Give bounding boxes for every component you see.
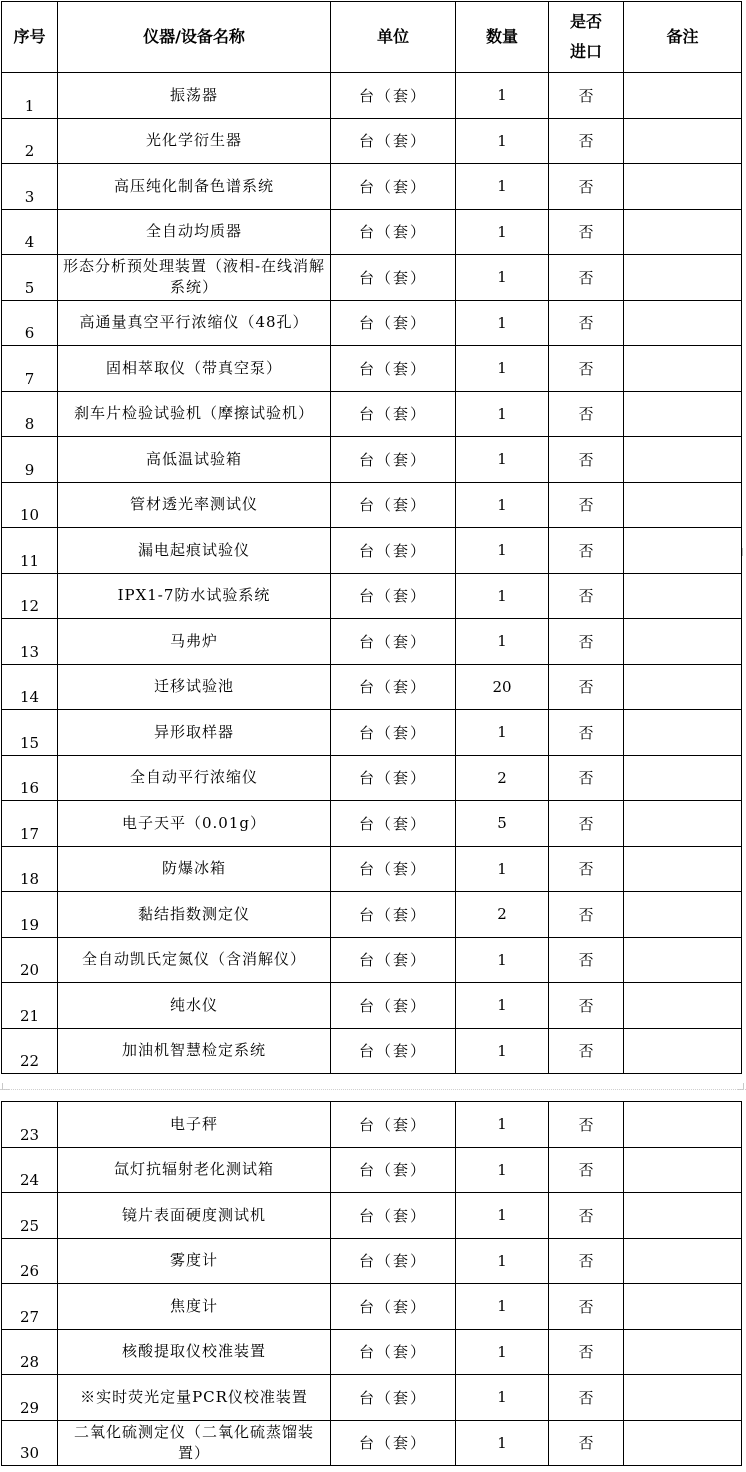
row-remark (624, 1284, 742, 1330)
row-imported: 否 (549, 1420, 624, 1466)
row-equipment-name: 形态分析预处理装置（液相-在线消解系统） (58, 255, 331, 301)
row-quantity: 1 (456, 300, 549, 346)
row-quantity: 1 (456, 619, 549, 665)
row-equipment-name: 镜片表面硬度测试机 (58, 1193, 331, 1239)
row-equipment-name: 全自动凯氏定氮仪（含消解仪） (58, 937, 331, 983)
row-remark (624, 801, 742, 847)
row-unit: 台（套） (331, 255, 456, 301)
table-row (2, 300, 742, 346)
row-unit: 台（套） (331, 846, 456, 892)
table-row (2, 255, 742, 301)
row-number: 4 (2, 209, 58, 255)
row-remark (624, 573, 742, 619)
table-row (2, 1102, 742, 1148)
row-unit: 台（套） (331, 1102, 456, 1148)
row-imported: 否 (549, 1102, 624, 1148)
row-quantity: 1 (456, 710, 549, 756)
row-number: 19 (2, 892, 58, 938)
row-number: 8 (2, 391, 58, 437)
row-remark (624, 1028, 742, 1074)
table-row (2, 73, 742, 119)
row-equipment-name: 氙灯抗辐射老化测试箱 (58, 1147, 331, 1193)
table-row (2, 482, 742, 528)
row-equipment-name: 高压纯化制备色谱系统 (58, 164, 331, 210)
row-unit: 台（套） (331, 209, 456, 255)
row-quantity: 2 (456, 755, 549, 801)
row-equipment-name: ※实时荧光定量PCR仪校准装置 (58, 1375, 331, 1421)
row-imported: 否 (549, 391, 624, 437)
row-equipment-name: 黏结指数测定仪 (58, 892, 331, 938)
row-remark (624, 892, 742, 938)
row-remark (624, 1420, 742, 1466)
row-imported: 否 (549, 1028, 624, 1074)
table-row (2, 346, 742, 392)
row-quantity: 1 (456, 209, 549, 255)
row-imported: 否 (549, 73, 624, 119)
row-imported: 否 (549, 846, 624, 892)
row-number: 25 (2, 1193, 58, 1239)
row-number: 11 (2, 528, 58, 574)
row-imported: 否 (549, 619, 624, 665)
row-number: 16 (2, 755, 58, 801)
row-equipment-name: 全自动平行浓缩仪 (58, 755, 331, 801)
row-imported: 否 (549, 710, 624, 756)
row-quantity: 1 (456, 528, 549, 574)
row-equipment-name: 防爆冰箱 (58, 846, 331, 892)
row-imported: 否 (549, 118, 624, 164)
row-equipment-name: 电子秤 (58, 1102, 331, 1148)
row-unit: 台（套） (331, 801, 456, 847)
table-row (2, 1420, 742, 1466)
row-unit: 台（套） (331, 1284, 456, 1330)
row-equipment-name: 高通量真空平行浓缩仪（48孔） (58, 300, 331, 346)
row-quantity: 1 (456, 164, 549, 210)
row-imported: 否 (549, 1193, 624, 1239)
header-imported (549, 2, 624, 73)
row-quantity: 1 (456, 1238, 549, 1284)
row-remark (624, 619, 742, 665)
row-quantity: 1 (456, 1375, 549, 1421)
row-number: 10 (2, 482, 58, 528)
row-unit: 台（套） (331, 528, 456, 574)
row-remark (624, 755, 742, 801)
row-quantity: 5 (456, 801, 549, 847)
row-quantity: 2 (456, 892, 549, 938)
row-unit: 台（套） (331, 937, 456, 983)
row-imported: 否 (549, 1284, 624, 1330)
row-equipment-name: 高低温试验箱 (58, 437, 331, 483)
row-number: 2 (2, 118, 58, 164)
row-number: 29 (2, 1375, 58, 1421)
row-unit: 台（套） (331, 1375, 456, 1421)
row-equipment-name: 漏电起痕试验仪 (58, 528, 331, 574)
row-equipment-name: IPX1-7防水试验系统 (58, 573, 331, 619)
table-row (2, 1193, 742, 1239)
row-unit: 台（套） (331, 710, 456, 756)
table-row (2, 801, 742, 847)
row-quantity: 1 (456, 482, 549, 528)
row-number: 26 (2, 1238, 58, 1284)
row-number: 15 (2, 710, 58, 756)
row-quantity: 1 (456, 937, 549, 983)
row-equipment-name: 核酸提取仪校准装置 (58, 1329, 331, 1375)
row-equipment-name: 雾度计 (58, 1238, 331, 1284)
header-remark: 备注 (624, 2, 742, 73)
table-row (2, 846, 742, 892)
row-quantity: 1 (456, 1028, 549, 1074)
row-imported: 否 (549, 1329, 624, 1375)
edge-resize-handle (742, 548, 746, 556)
row-equipment-name: 刹车片检验试验机（摩擦试验机） (58, 391, 331, 437)
row-unit: 台（套） (331, 118, 456, 164)
row-unit: 台（套） (331, 1238, 456, 1284)
row-remark (624, 209, 742, 255)
row-unit: 台（套） (331, 346, 456, 392)
row-imported: 否 (549, 255, 624, 301)
row-quantity: 1 (456, 1147, 549, 1193)
row-number: 3 (2, 164, 58, 210)
table-row (2, 1375, 742, 1421)
row-remark (624, 1329, 742, 1375)
row-number: 20 (2, 937, 58, 983)
row-unit: 台（套） (331, 983, 456, 1029)
row-imported: 否 (549, 1147, 624, 1193)
row-remark (624, 1375, 742, 1421)
header-qty: 数量 (456, 2, 549, 73)
row-remark (624, 482, 742, 528)
row-imported: 否 (549, 164, 624, 210)
row-equipment-name: 固相萃取仪（带真空泵） (58, 346, 331, 392)
row-remark (624, 164, 742, 210)
row-quantity: 1 (456, 346, 549, 392)
row-quantity: 1 (456, 983, 549, 1029)
row-number: 27 (2, 1284, 58, 1330)
row-remark (624, 73, 742, 119)
row-quantity: 1 (456, 846, 549, 892)
row-imported: 否 (549, 1238, 624, 1284)
row-imported: 否 (549, 1375, 624, 1421)
row-equipment-name: 电子天平（0.01g） (58, 801, 331, 847)
header-name: 仪器/设备名称 (58, 2, 331, 73)
equipment-table (1, 1, 742, 1074)
page-break-line (0, 1089, 746, 1090)
row-unit: 台（套） (331, 391, 456, 437)
table-row (2, 1329, 742, 1375)
row-imported: 否 (549, 482, 624, 528)
row-quantity: 1 (456, 573, 549, 619)
row-quantity: 1 (456, 255, 549, 301)
row-imported: 否 (549, 983, 624, 1029)
row-number: 28 (2, 1329, 58, 1375)
row-number: 1 (2, 73, 58, 119)
table-row (2, 1147, 742, 1193)
row-remark (624, 1102, 742, 1148)
row-quantity: 1 (456, 1102, 549, 1148)
row-equipment-name: 焦度计 (58, 1284, 331, 1330)
row-unit: 台（套） (331, 482, 456, 528)
table-row (2, 710, 742, 756)
row-unit: 台（套） (331, 1420, 456, 1466)
table-row (2, 1284, 742, 1330)
row-remark (624, 118, 742, 164)
row-unit: 台（套） (331, 1193, 456, 1239)
row-equipment-name: 马弗炉 (58, 619, 331, 665)
row-number: 21 (2, 983, 58, 1029)
table-row (2, 983, 742, 1029)
header-seq: 序号 (2, 2, 58, 73)
row-unit: 台（套） (331, 892, 456, 938)
row-remark (624, 983, 742, 1029)
row-number: 9 (2, 437, 58, 483)
row-number: 6 (2, 300, 58, 346)
table-row (2, 937, 742, 983)
row-number: 24 (2, 1147, 58, 1193)
table-row (2, 164, 742, 210)
row-equipment-name: 纯水仪 (58, 983, 331, 1029)
table-row (2, 619, 742, 665)
row-number: 7 (2, 346, 58, 392)
row-remark (624, 664, 742, 710)
header-imported-line2: 进口 (569, 42, 602, 61)
table-row (2, 1238, 742, 1284)
row-unit: 台（套） (331, 437, 456, 483)
table-row (2, 1028, 742, 1074)
row-remark (624, 937, 742, 983)
row-equipment-name: 异形取样器 (58, 710, 331, 756)
row-quantity: 1 (456, 1420, 549, 1466)
table-row (2, 118, 742, 164)
row-number: 14 (2, 664, 58, 710)
row-quantity: 1 (456, 1193, 549, 1239)
row-remark (624, 1147, 742, 1193)
row-equipment-name: 迁移试验池 (58, 664, 331, 710)
row-unit: 台（套） (331, 1329, 456, 1375)
equipment-table-continued (1, 1101, 742, 1466)
row-equipment-name: 二氧化硫测定仪（二氧化硫蒸馏装置） (58, 1420, 331, 1466)
table-row (2, 755, 742, 801)
table-row (2, 892, 742, 938)
table-body-continued (2, 1102, 742, 1466)
row-remark (624, 1238, 742, 1284)
row-remark (624, 300, 742, 346)
row-quantity: 1 (456, 391, 549, 437)
table-body (2, 73, 742, 1074)
row-number: 23 (2, 1102, 58, 1148)
table-row (2, 664, 742, 710)
row-remark (624, 528, 742, 574)
row-quantity: 1 (456, 73, 549, 119)
row-remark (624, 846, 742, 892)
row-unit: 台（套） (331, 73, 456, 119)
row-remark (624, 1193, 742, 1239)
row-number: 13 (2, 619, 58, 665)
row-unit: 台（套） (331, 1147, 456, 1193)
row-remark (624, 391, 742, 437)
row-equipment-name: 光化学衍生器 (58, 118, 331, 164)
row-number: 18 (2, 846, 58, 892)
row-remark (624, 255, 742, 301)
row-imported: 否 (549, 755, 624, 801)
row-quantity: 1 (456, 1284, 549, 1330)
table-row (2, 528, 742, 574)
row-quantity: 1 (456, 437, 549, 483)
row-imported: 否 (549, 437, 624, 483)
header-imported-line1: 是否 (569, 12, 602, 31)
row-quantity: 20 (456, 664, 549, 710)
row-imported: 否 (549, 801, 624, 847)
row-unit: 台（套） (331, 755, 456, 801)
table-row (2, 209, 742, 255)
row-remark (624, 346, 742, 392)
row-imported: 否 (549, 937, 624, 983)
row-equipment-name: 全自动均质器 (58, 209, 331, 255)
row-imported: 否 (549, 664, 624, 710)
row-number: 22 (2, 1028, 58, 1074)
header-unit: 单位 (331, 2, 456, 73)
table-row (2, 437, 742, 483)
row-number: 5 (2, 255, 58, 301)
row-equipment-name: 加油机智慧检定系统 (58, 1028, 331, 1074)
row-unit: 台（套） (331, 300, 456, 346)
row-unit: 台（套） (331, 1028, 456, 1074)
row-number: 30 (2, 1420, 58, 1466)
row-imported: 否 (549, 209, 624, 255)
row-unit: 台（套） (331, 164, 456, 210)
row-imported: 否 (549, 346, 624, 392)
row-remark (624, 710, 742, 756)
row-unit: 台（套） (331, 573, 456, 619)
row-imported: 否 (549, 892, 624, 938)
row-equipment-name: 振荡器 (58, 73, 331, 119)
table-row (2, 391, 742, 437)
row-number: 17 (2, 801, 58, 847)
row-number: 12 (2, 573, 58, 619)
row-unit: 台（套） (331, 619, 456, 665)
table-row (2, 573, 742, 619)
row-remark (624, 437, 742, 483)
row-quantity: 1 (456, 1329, 549, 1375)
row-equipment-name: 管材透光率测试仪 (58, 482, 331, 528)
row-imported: 否 (549, 528, 624, 574)
table-header-row (2, 2, 742, 73)
row-imported: 否 (549, 300, 624, 346)
row-unit: 台（套） (331, 664, 456, 710)
row-imported: 否 (549, 573, 624, 619)
row-quantity: 1 (456, 118, 549, 164)
